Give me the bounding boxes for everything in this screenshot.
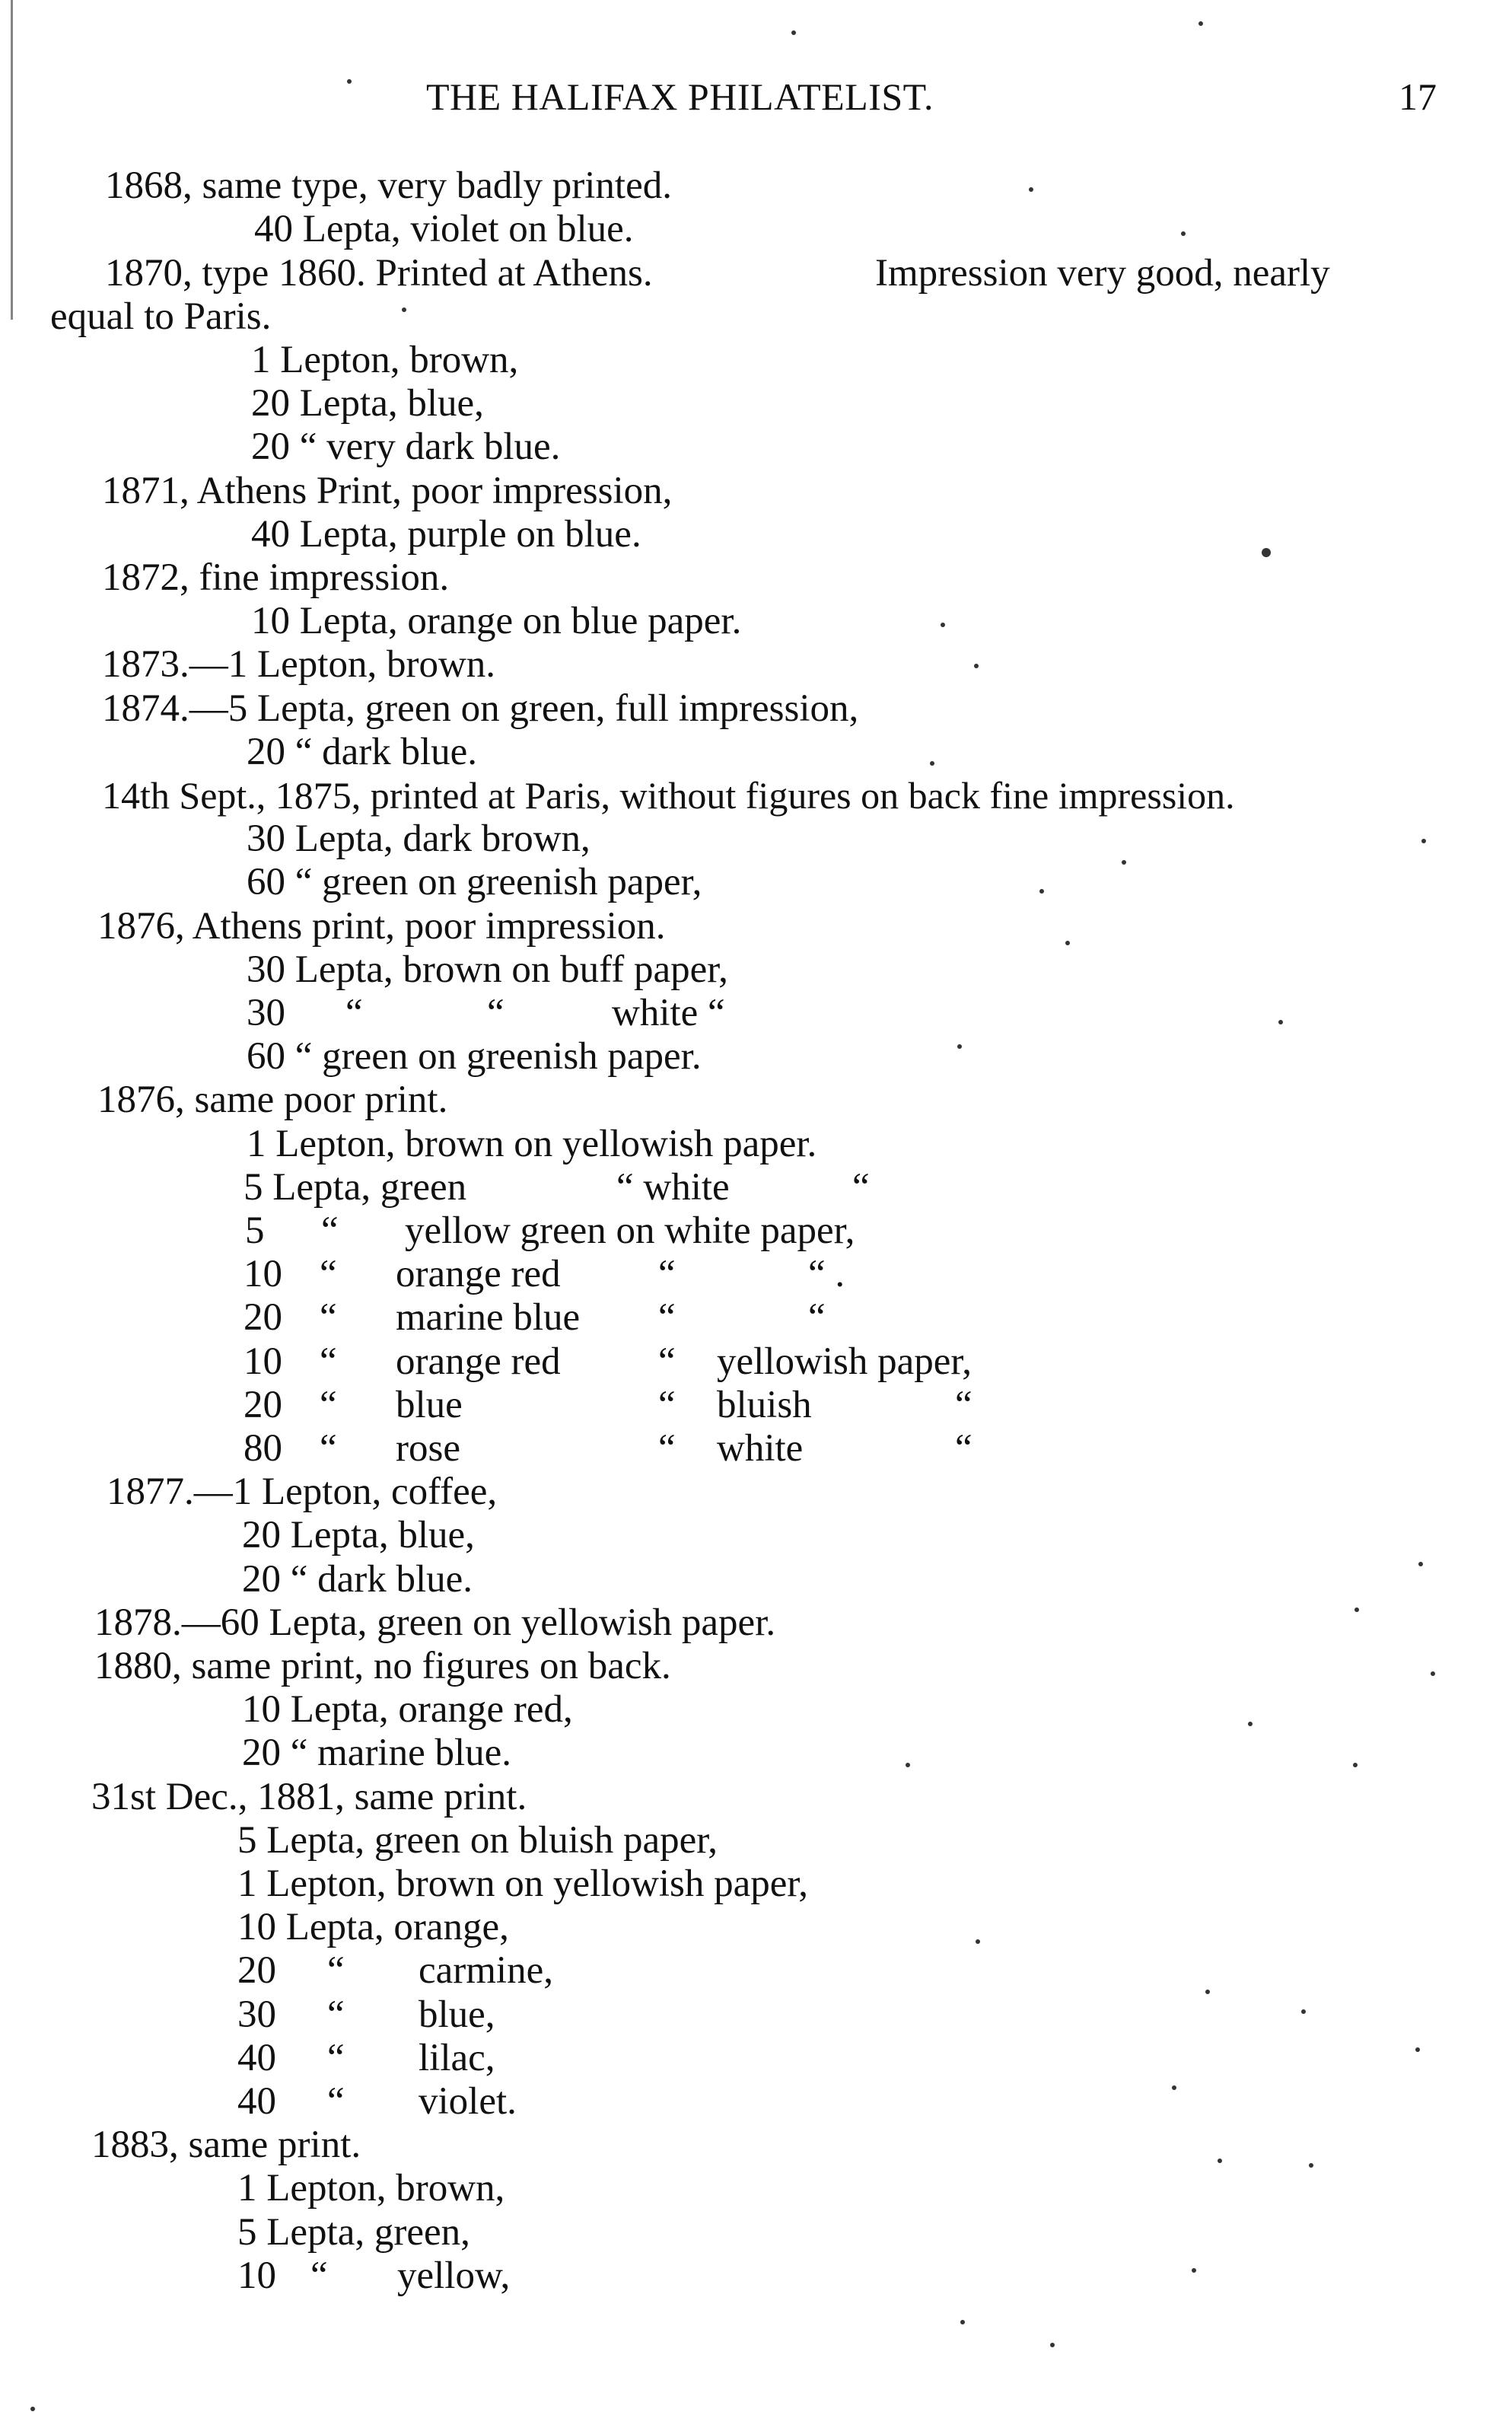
value-cell: 5 — [245, 1209, 265, 1252]
text-line: 40 Lepta, violet on blue. — [254, 208, 634, 250]
scan-speck — [791, 30, 796, 35]
text-line: 1873.—1 Lepton, brown. — [102, 643, 496, 686]
scan-speck — [1354, 1607, 1359, 1612]
text-line: 1878.—60 Lepta, green on yellowish paper. — [94, 1601, 776, 1644]
scan-speck — [1278, 1020, 1283, 1024]
ditto-mark: “ — [327, 2080, 345, 2123]
ditto-mark: “ — [955, 1384, 972, 1426]
text-line: 1 Lepton, brown on yellowish paper, — [237, 1862, 809, 1905]
color-cell: blue — [396, 1384, 463, 1426]
text-line: 1 Lepton, brown, — [237, 2167, 505, 2210]
value-cell: 10 — [237, 2254, 276, 2297]
ditto-mark: “ — [658, 1340, 676, 1383]
scan-speck — [976, 1939, 980, 1944]
scan-speck — [1172, 2085, 1176, 2090]
value-cell: 80 — [244, 1427, 282, 1470]
text-line: 1872, fine impression. — [102, 556, 450, 599]
color-cell: lilac, — [419, 2037, 495, 2079]
text-line: 1880, same print, no figures on back. — [94, 1645, 671, 1687]
text-line: 1876, same poor print. — [97, 1078, 448, 1121]
color-cell: violet. — [419, 2080, 517, 2123]
value-cell: 10 — [244, 1340, 282, 1383]
scan-speck — [906, 1763, 910, 1767]
text-line: 1870, type 1860. Printed at Athens. — [105, 252, 653, 295]
scan-speck — [1192, 2268, 1196, 2273]
text-line: 20 Lepta, blue, — [242, 1514, 475, 1556]
color-cell: carmine, — [419, 1949, 553, 1992]
page-number: 17 — [1399, 75, 1437, 118]
value-cell: 5 Lepta, green — [244, 1166, 467, 1209]
text-line: 1 Lepton, brown, — [251, 339, 519, 381]
text-line: 10 Lepta, orange, — [237, 1906, 509, 1948]
scan-speck — [402, 307, 406, 312]
text-line: 10 Lepta, orange red, — [242, 1688, 573, 1731]
scan-speck — [1205, 1990, 1210, 1994]
ditto-mark: “ — [310, 2254, 328, 2297]
text-line: 60 “ green on greenish paper. — [247, 1035, 702, 1078]
scan-speck — [1122, 860, 1126, 865]
ditto-mark: “ — [320, 1427, 337, 1470]
scan-speck — [1418, 1562, 1423, 1566]
text-line: 1883, same print. — [91, 2124, 361, 2166]
text-line: 30 Lepta, dark brown, — [247, 817, 590, 860]
ditto-mark: “ — [487, 992, 505, 1034]
value-cell: 30 — [247, 992, 285, 1034]
ditto-mark: “ — [327, 1949, 345, 1992]
scan-speck — [1181, 231, 1186, 236]
ditto-mark: “ — [955, 1427, 972, 1470]
paper-cell: yellowish paper, — [717, 1340, 972, 1383]
ditto-mark: “ — [808, 1296, 826, 1339]
ditto-mark: “ — [658, 1384, 676, 1426]
binding-edge-line — [11, 0, 13, 320]
text-line: 1 Lepton, brown on yellowish paper. — [247, 1123, 817, 1165]
text-line: 1874.—5 Lepta, green on green, full impression, — [102, 687, 859, 730]
scan-speck — [957, 1044, 962, 1049]
scan-speck — [1039, 889, 1044, 894]
ditto-mark: “ — [320, 1296, 337, 1339]
text-line: 1877.—1 Lepton, coffee, — [107, 1470, 498, 1513]
ditto-mark: “ — [658, 1296, 676, 1339]
text-line: 20 Lepta, blue, — [251, 382, 484, 425]
scan-speck — [30, 2407, 35, 2411]
color-cell: orange red — [396, 1253, 561, 1295]
scan-speck — [1198, 21, 1203, 26]
ditto-mark: “ — [345, 992, 363, 1034]
scan-speck — [1309, 2163, 1313, 2168]
text-line: 14th Sept., 1875, printed at Paris, without figures on back fine impression. — [102, 774, 1235, 817]
text-line: 10 Lepta, orange on blue paper. — [251, 600, 742, 642]
ditto-mark: “ — [327, 2037, 345, 2079]
color-cell: orange red — [396, 1340, 561, 1383]
scan-speck — [1301, 2009, 1306, 2014]
text-line: 20 “ dark blue. — [247, 731, 478, 773]
value-cell: 20 — [244, 1384, 282, 1426]
ditto-mark: “ — [852, 1166, 870, 1209]
scan-speck — [1218, 2159, 1222, 2163]
scan-speck — [974, 664, 979, 668]
ditto-mark: “ — [658, 1427, 676, 1470]
ditto-mark: “ . — [808, 1253, 845, 1295]
scan-speck — [1065, 941, 1070, 945]
value-cell: 40 — [237, 2037, 276, 2079]
scan-speck — [1248, 1722, 1253, 1726]
text-line: 1876, Athens print, poor impression. — [97, 905, 666, 948]
paper-cell: bluish — [717, 1384, 812, 1426]
value-cell: 40 — [237, 2080, 276, 2123]
scan-speck — [1415, 2047, 1420, 2052]
value-cell: 10 — [244, 1253, 282, 1295]
scan-speck — [1029, 187, 1033, 192]
scan-speck — [1431, 1671, 1435, 1676]
paper-cell: white — [717, 1427, 804, 1470]
scan-speck — [960, 2320, 965, 2324]
scan-speck — [1421, 839, 1426, 843]
ditto-mark: “ — [658, 1253, 676, 1295]
text-line: 1871, Athens Print, poor impression, — [102, 470, 673, 512]
text-line: 40 Lepta, purple on blue. — [251, 513, 641, 556]
ditto-mark: “ — [321, 1209, 339, 1252]
color-cell: yellow, — [397, 2254, 511, 2297]
color-cell: “ white — [616, 1166, 730, 1209]
text-line: 5 Lepta, green, — [237, 2211, 470, 2254]
scan-speck — [1262, 548, 1271, 557]
scan-speck — [941, 623, 945, 627]
text-line: equal to Paris. — [50, 295, 272, 338]
text-line: Impression very good, nearly — [875, 252, 1330, 295]
scan-speck — [1050, 2343, 1055, 2347]
text-line: 31st Dec., 1881, same print. — [91, 1776, 527, 1818]
scan-speck — [347, 79, 352, 84]
value-cell: 20 — [237, 1949, 276, 1992]
text-line: 1868, same type, very badly printed. — [105, 164, 672, 207]
text-line: 60 “ green on greenish paper, — [247, 861, 702, 903]
scan-speck — [1353, 1763, 1358, 1767]
ditto-mark: “ — [320, 1340, 337, 1383]
ditto-mark: “ — [320, 1253, 337, 1295]
scan-speck — [930, 761, 934, 766]
color-cell: white “ — [612, 992, 725, 1034]
text-line: 20 “ marine blue. — [242, 1732, 512, 1774]
running-header-title: THE HALIFAX PHILATELIST. — [426, 75, 934, 118]
text-line: 5 Lepta, green on bluish paper, — [237, 1819, 718, 1862]
text-line: 20 “ very dark blue. — [251, 425, 561, 468]
value-cell: 30 — [237, 1993, 276, 2036]
color-cell: rose — [396, 1427, 460, 1470]
color-cell: marine blue — [396, 1296, 581, 1339]
text-line: 20 “ dark blue. — [242, 1558, 473, 1601]
ditto-mark: “ — [327, 1993, 345, 2036]
ditto-mark: “ — [320, 1384, 337, 1426]
color-cell: blue, — [419, 1993, 495, 2036]
text-line: 30 Lepta, brown on buff paper, — [247, 948, 728, 991]
value-cell: 20 — [244, 1296, 282, 1339]
color-cell: yellow green on white paper, — [405, 1209, 855, 1252]
